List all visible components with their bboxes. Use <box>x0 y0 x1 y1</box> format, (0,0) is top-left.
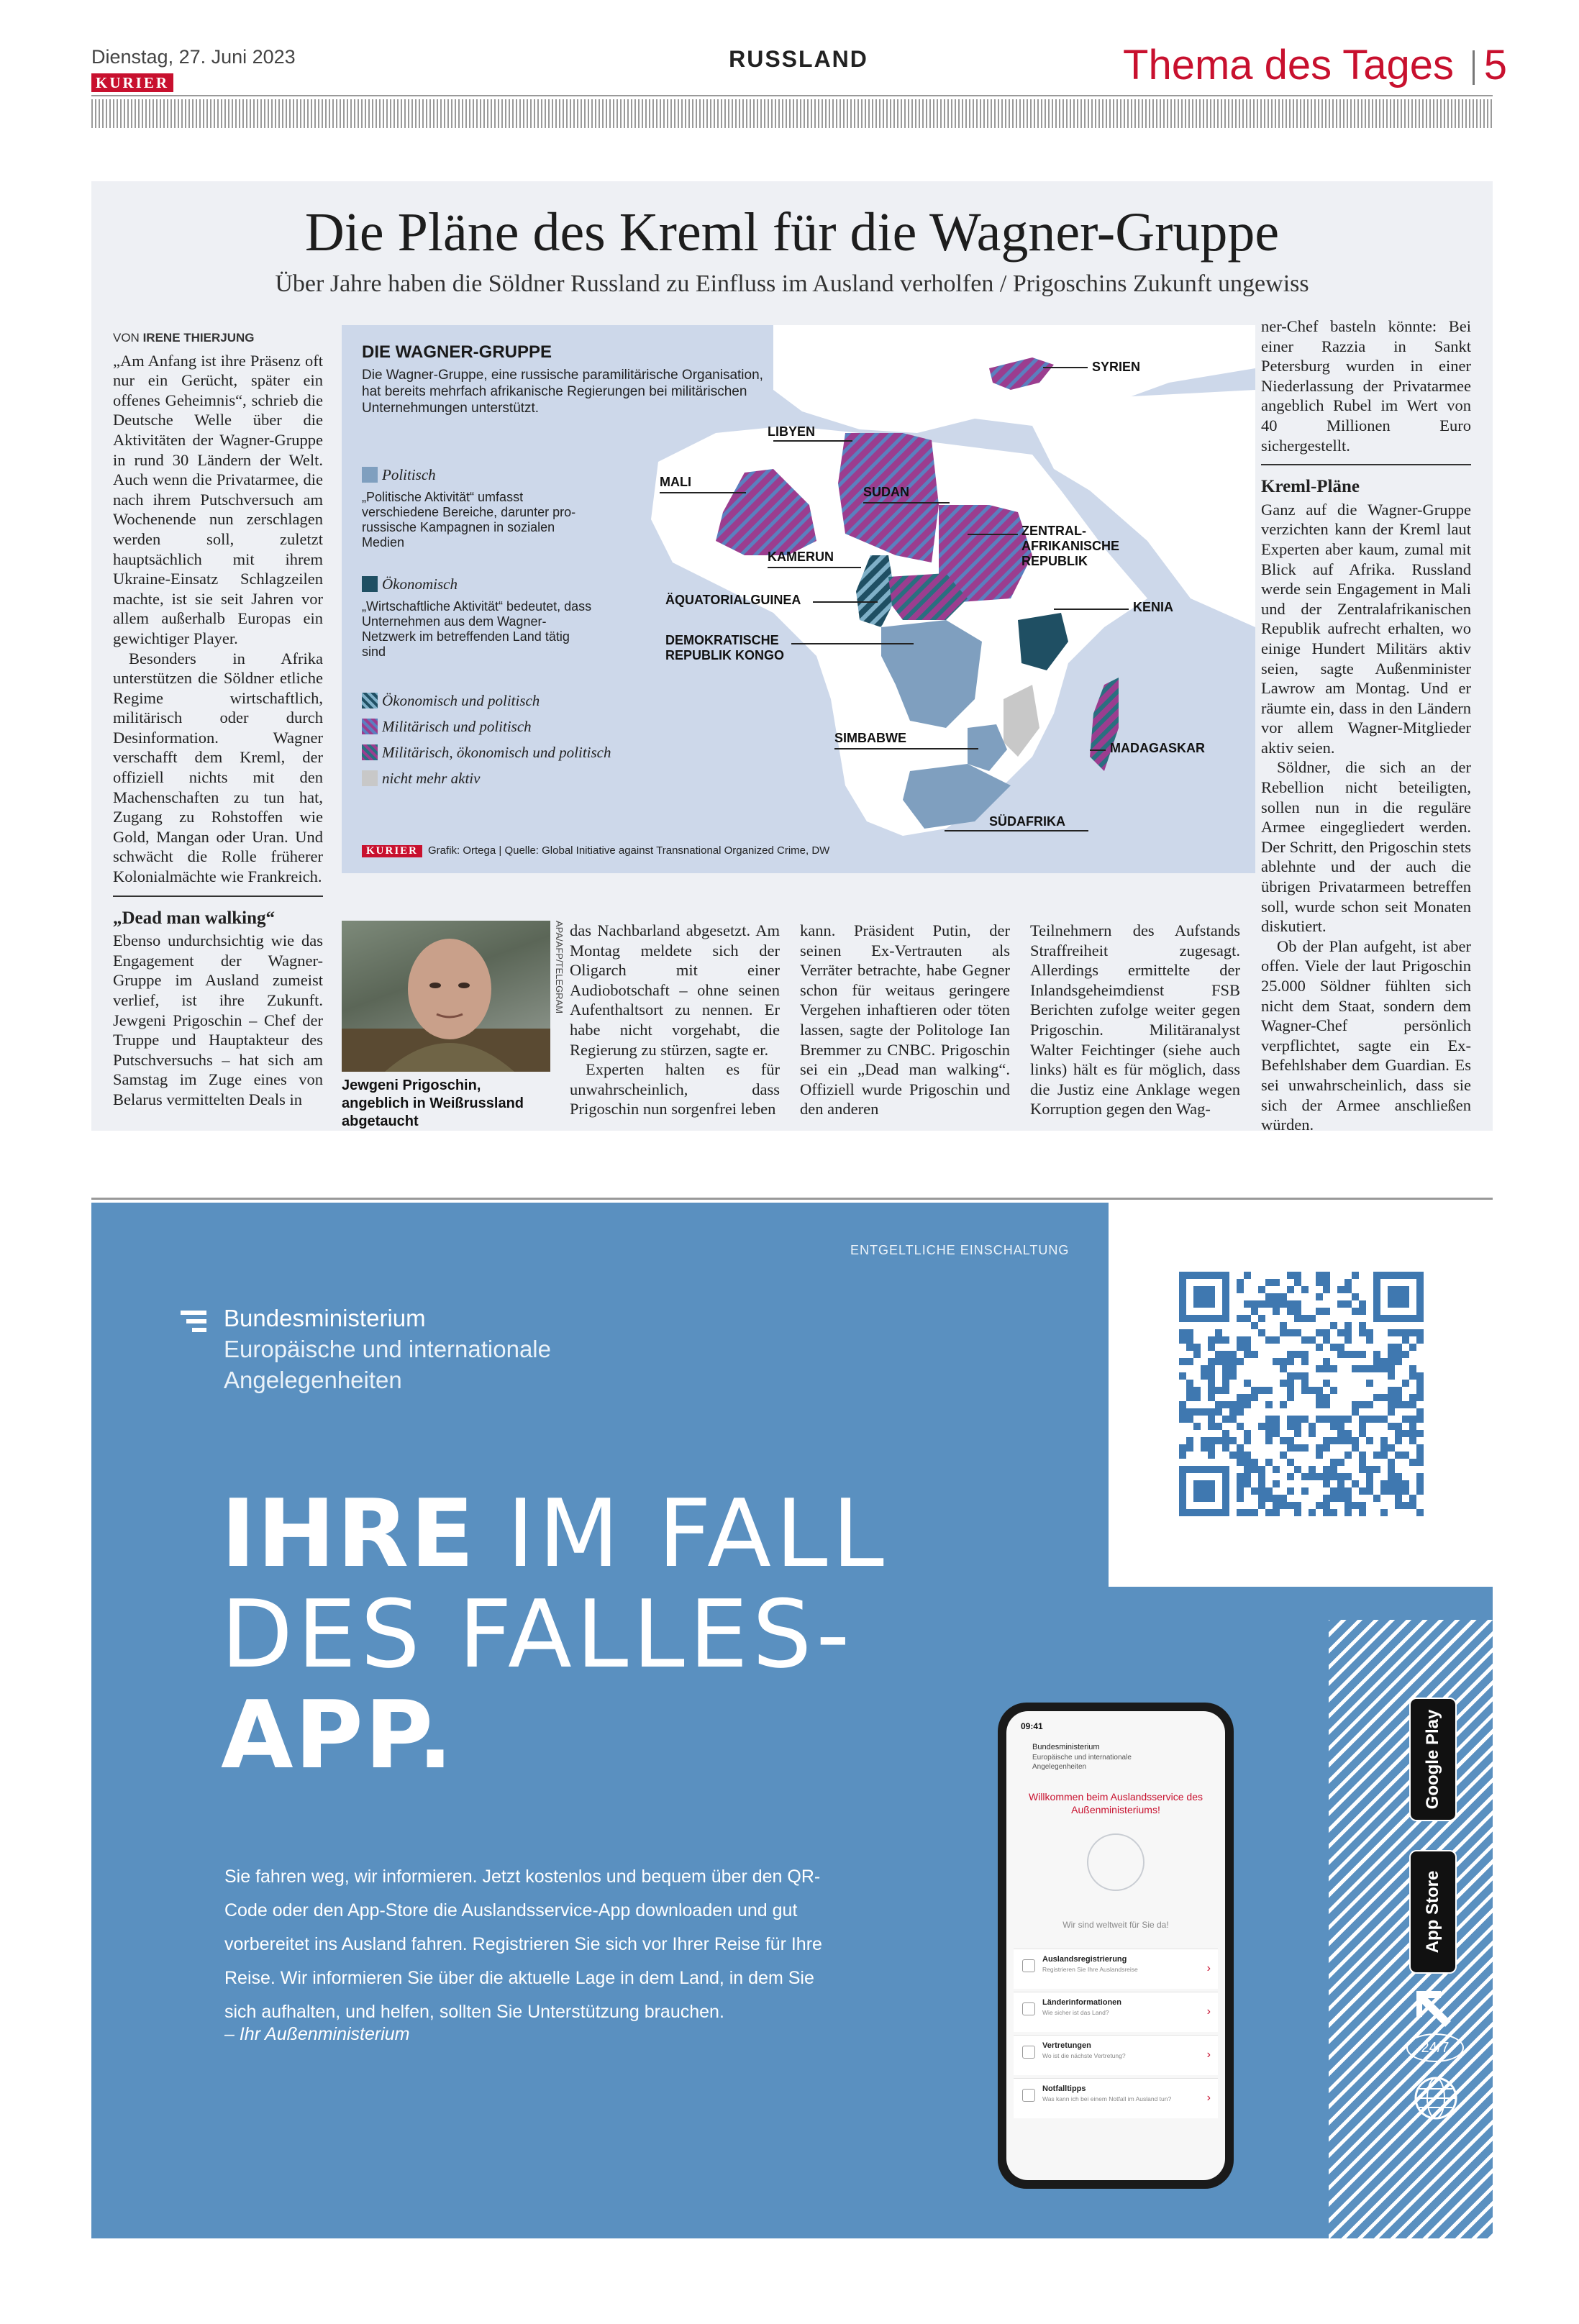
legend-desc: „Wirtschaftliche Aktivität“ bedeutet, dass Unternehmen aus dem Wagner-Netzwerk im betreffenden Land tätig sind <box>362 599 592 659</box>
app-tagline: Wir sind weltweit für Sie da! <box>1062 1920 1169 1930</box>
page-number: 5 <box>1483 42 1507 88</box>
ad-headline-light1: IM FALL <box>506 1479 888 1588</box>
leader-kamerun <box>768 567 861 568</box>
map-source: Grafik: Ortega | Quelle: Global Initiative against Transnational Organized Crime, DW <box>428 844 830 857</box>
phone-mockup <box>998 1703 1234 2189</box>
chevron-right-icon: › <box>1206 2049 1211 2061</box>
label-madagaskar: MADAGASKAR <box>1110 741 1205 755</box>
leader-madagaskar <box>1090 749 1106 751</box>
paragraph: Söldner, die sich an der Rebellion nicht beteiligten, sollen nun in die reguläre Armee eingegliedert werden. Der Schritt, den Prigoschin stets ablehnte und der auch die übrigen Privatarmeen betreffen soll, wurde schon seit Monaten diskutiert. <box>1261 758 1471 936</box>
leader-kenia <box>1054 609 1129 610</box>
app-ministry-subtitle: Europäische und internationale Angelegenheiten <box>1032 1754 1132 1771</box>
label-zar: ZENTRAL- AFRIKANISCHE REPUBLIK <box>1021 524 1120 568</box>
paragraph: Ganz auf die Wagner-Gruppe verzichten kann der Kreml laut Experten aber kaum, zumal mit Blick auf Afrika. Russland werde sein Engagement in Mali und der Zentralafrikanischen Republik aufrecht erhalten, wo einige Hundert Militärs aktiv seien, sagte Außenminister Lawrow am Montag. Und er räumte ein, dass in den Ländern vor allem Wagner-Mitglieder aktiv seien. <box>1261 500 1471 757</box>
legend-politisch <box>362 466 592 550</box>
chevron-right-icon: › <box>1206 2005 1211 2018</box>
phone-clock: 09:41 <box>1021 1721 1043 1731</box>
map-footer <box>362 844 829 857</box>
subheading-kreml-plaene: Kreml-Pläne <box>1261 477 1360 497</box>
article-column-1 <box>113 328 323 1110</box>
section-title: RUSSLAND <box>729 46 868 72</box>
ad-paid-label: ENTGELTLICHE EINSCHALTUNG <box>850 1243 1070 1257</box>
app-store-button[interactable] <box>1409 1850 1457 1974</box>
alert-icon <box>1022 2089 1035 2102</box>
paragraph: Ob der Plan aufgeht, ist aber offen. Viele der laut Prigoschin 25.000 Söldner fühlten sich nicht dem Staat, sondern dem Wagner-Chef persönlich verpflichtet, sagte ein Ex-Befehlshaber dem Guardian. Es sei unwahrscheinlich, dass sie sich der Armee anschließen würden. <box>1261 937 1471 1134</box>
madagaskar-shape <box>1090 678 1119 771</box>
leader-suedafrika <box>945 830 1088 831</box>
map-footer-logo: KURIER <box>362 845 422 857</box>
ministry-name-1: Bundesministerium <box>224 1305 426 1331</box>
legend-inactive <box>362 770 480 788</box>
legend-label: Militärisch, ökonomisch und politisch <box>382 744 611 761</box>
paragraph: Experten halten es für unwahrscheinlich, dass Prigoschin nun sorgenfrei leben <box>570 1060 780 1118</box>
legend-swatch-oek-pol <box>362 693 378 708</box>
paragraph: das Nachbarland abgesetzt. Am Montag meldete sich der Oligarch mit einer Audiobotschaft – ohne seinen Aufenthaltsort zu nennen. Er habe nicht vorgehabt, die Regierung zu stürzen, sagte er. <box>570 921 780 1059</box>
menu-title: Auslandsregistrierung <box>1042 1955 1127 1964</box>
legend-label: Ökonomisch und politisch <box>382 692 540 709</box>
legend-label: Ökonomisch <box>382 575 458 593</box>
badge-24-7: 24/7 <box>1406 2033 1464 2062</box>
qr-code[interactable] <box>1179 1272 1424 1516</box>
menu-desc: Wie sicher ist das Land? <box>1042 2009 1109 2016</box>
app-menu-emergency[interactable] <box>1014 2078 1218 2118</box>
leader-sudan <box>863 502 950 503</box>
label-syrien: SYRIEN <box>1092 360 1141 374</box>
byline-author: IRENE THIERJUNG <box>142 331 255 345</box>
article-column-4 <box>800 921 1010 1119</box>
google-play-button[interactable] <box>1409 1698 1457 1821</box>
ministry-logo-icon <box>181 1311 206 1332</box>
menu-desc: Wo ist die nächste Vertretung? <box>1042 2052 1126 2059</box>
advertisement[interactable] <box>91 1203 1493 2238</box>
header-rule <box>91 95 1493 96</box>
ministry-name-2: Europäische und internationale <box>224 1336 551 1362</box>
arrow-up-left-icon <box>1412 1987 1455 2030</box>
leader-simbabwe <box>834 748 978 749</box>
prigoschin-photo <box>342 921 550 1072</box>
ad-headline-light2: DES FALLES- <box>221 1580 855 1689</box>
app-ministry-title: Bundesministerium <box>1032 1743 1100 1751</box>
label-drk: DEMOKRATISCHE REPUBLIK KONGO <box>665 633 785 662</box>
paragraph: kann. Präsident Putin, der seinen Ex-Vertrauten als Verräter betrachte, habe Gegner schon für weitaus geringere Vergehen inhaftieren oder töten lassen, sagte der Politologe Ian Bremmer zu CNBC. Prigoschin sei ein „Dead man walking“. Offiziell wurde Prigoschin und den anderen <box>800 921 1010 1118</box>
ad-headline-bold2: APP. <box>221 1680 455 1790</box>
article-headline: Die Pläne des Kreml für die Wagner-Gruppe <box>304 202 1280 263</box>
legend-desc: „Politische Aktivität“ umfasst verschiedene Bereiche, darunter pro-russische Kampagnen in sozialen Medien <box>362 490 576 550</box>
portrait-illustration <box>342 921 550 1072</box>
app-menu-countries[interactable] <box>1014 1992 1218 2032</box>
article-column-6 <box>1261 316 1471 1135</box>
doc-icon <box>1022 1959 1035 1972</box>
issue-date: Dienstag, 27. Juni 2023 <box>91 46 296 68</box>
map-intro: Die Wagner-Gruppe, eine russische paramilitärische Organisation, hat bereits mehrfach afrikanische Regierungen bei militärischen Unternehmungen unterstützt. <box>362 368 763 416</box>
wagner-map-infographic <box>342 325 1255 873</box>
leader-libyen <box>773 440 852 442</box>
app-store-label: App Store <box>1423 1870 1442 1954</box>
label-kamerun: KAMERUN <box>768 550 834 564</box>
menu-title: Vertretungen <box>1042 2041 1091 2050</box>
paragraph: Besonders in Afrika unterstützen die Söldner etliche Regime wirtschaftlich, militärisch oder durch Desinformation. Wagner verschafft dem Kreml, der offiziell nichts mit den Machenschaften zu tun hat, Zugang zu Rohstoffen wie Gold, Mangan oder Uran. Und schwächt die Rolle früherer Kolonialmächte wie Frankreich. <box>113 649 323 886</box>
legend-swatch-mil-oek-pol <box>362 744 378 760</box>
byline-prefix: VON <box>113 331 140 345</box>
label-kenia: KENIA <box>1133 600 1174 614</box>
legend-swatch-politisch <box>362 467 378 483</box>
ad-headline-line1 <box>221 1479 888 1588</box>
legend-oek-pol <box>362 692 540 710</box>
leader-zar <box>968 534 1018 535</box>
legend-swatch-oekonomisch <box>362 576 378 592</box>
photo-caption: Jewgeni Prigoschin, angeblich in Weißrussland abgetaucht <box>342 1077 524 1129</box>
qr-code-panel[interactable] <box>1109 1203 1493 1587</box>
app-menu-embassies[interactable] <box>1014 2035 1218 2075</box>
legend-mil-pol <box>362 718 532 736</box>
paragraph: Ebenso undurchsichtig wie das Engagement der Wagner-Gruppe im Ausland zumeist verlief, ist ihre Zukunft. Jewgeni Prigoschin – Chef der Truppe und Hauptakteur des Putschversuchs – hat sich am Samstag im Zuge eines von Belarus vermittelten Deals in <box>113 931 323 1108</box>
map-title: DIE WAGNER-GRUPPE <box>362 342 552 362</box>
ad-body-text: Sie fahren weg, wir informieren. Jetzt kostenlos und bequem über den QR-Code oder den App-Store die Auslandsservice-App downloaden und gut vorbereitet ins Ausland fahren. Registrieren Sie sich vor Ihrer Reise für Ihre Reise. Wir informieren Sie über die aktuelle Lage in dem Land, in dem Sie sich aufhalten, und helfen, sollten Sie Unterstützung brauchen. <box>224 1867 822 2022</box>
chevron-right-icon: › <box>1206 1962 1211 1974</box>
leader-mali <box>660 492 746 493</box>
article-column-5 <box>1030 921 1240 1119</box>
label-aequatorialguinea: ÄQUATORIALGUINEA <box>665 593 801 607</box>
legend-oekonomisch <box>362 575 592 660</box>
label-suedafrika: SÜDAFRIKA <box>989 814 1065 829</box>
chevron-right-icon: › <box>1206 2092 1211 2104</box>
subheading-bar <box>1261 464 1471 497</box>
legend-label: Politisch <box>382 466 436 483</box>
location-icon <box>1022 2046 1035 2059</box>
app-screen <box>1006 1711 1225 2180</box>
legend-label: Militärisch und politisch <box>382 718 532 735</box>
subheading-bar <box>113 896 323 929</box>
label-simbabwe: SIMBABWE <box>834 731 906 745</box>
globe-icon <box>1087 1833 1145 1891</box>
subheading-dead-man: „Dead man walking“ <box>113 908 276 928</box>
leader-drk <box>791 643 914 644</box>
kurier-logo[interactable]: KURIER <box>91 73 173 92</box>
paragraph: „Am Anfang ist ihre Präsenz oft nur ein Gerücht, später ein offenes Geheimnis“, schrieb die Deutsche Welle über die Aktivitäten der Wagner-Gruppe in rund 30 Ländern der Welt. Auch wenn die Privatarmee, die nach ihrem Putschversuch am Wochenende nun zerschlagen werden soll, zuletzt hauptsächlich mit ihrem Ukraine-Einsatz Schlagzeilen machte, ist sie seit Jahren vor allem außerhalb Europas ein gewichtiger Player. <box>113 351 323 647</box>
menu-desc: Registrieren Sie Ihre Auslandsreise <box>1042 1966 1138 1973</box>
legend-swatch-mil-pol <box>362 719 378 734</box>
legend-label: nicht mehr aktiv <box>382 770 481 787</box>
app-menu-registration[interactable] <box>1014 1949 1218 1989</box>
google-play-label: Google Play <box>1423 1709 1442 1810</box>
paragraph: Teilnehmern des Aufstands Straffreiheit zugesagt. Allerdings ermittelte der Inlandsgeheimdienst FSB Berichten zufolge weiter gegen Prigoschin. Militäranalyst Walter Feichtinger (siehe auch links) hält es für möglich, dass die Justiz eine Anklage wegen Korruption gegen den Wag- <box>1030 921 1240 1118</box>
menu-title: Notfalltipps <box>1042 2084 1086 2093</box>
paragraph: ner-Chef basteln könnte: Bei einer Razzia in Sankt Petersburg wurden in einer Niederlassung der Privatarmee angeblich Rubel im Wert von 40 Millionen Euro sichergestellt. <box>1261 317 1471 455</box>
article-column-3 <box>570 921 780 1119</box>
ad-headline <box>221 1479 888 1790</box>
leader-aequatorialguinea <box>813 601 878 603</box>
legend-mil-oek-pol <box>362 744 611 762</box>
menu-desc: Was kann ich bei einem Notfall im Ausland tun? <box>1042 2095 1172 2102</box>
ad-headline-bold1: IHRE <box>221 1479 476 1588</box>
byline <box>113 328 323 348</box>
photo-credit: APA/AFP/TELEGRAM <box>554 921 565 1014</box>
ad-signature: – Ihr Außenministerium <box>224 2024 410 2044</box>
app-welcome: Willkommen beim Auslandsservice des Außenministeriums! <box>1029 1791 1203 1815</box>
globe-icon <box>1412 2074 1460 2122</box>
menu-title: Länderinformationen <box>1042 1998 1122 2007</box>
ministry-name-3: Angelegenheiten <box>224 1367 402 1393</box>
info-icon <box>1022 2002 1035 2015</box>
label-sudan: SUDAN <box>863 485 910 499</box>
label-mali: MALI <box>660 475 691 489</box>
topic-title: Thema des Tages <box>1123 42 1454 88</box>
ad-top-rule <box>91 1198 1493 1200</box>
label-libyen: LIBYEN <box>768 424 816 439</box>
article-subhead: Über Jahre haben die Söldner Russland zu Einfluss im Ausland verholfen / Prigoschins Zukunft ungewiss <box>275 270 1309 297</box>
header-hatch-band <box>91 99 1493 128</box>
leader-syrien <box>1043 367 1088 368</box>
legend-swatch-inactive <box>362 770 378 786</box>
header-separator <box>1473 50 1475 85</box>
